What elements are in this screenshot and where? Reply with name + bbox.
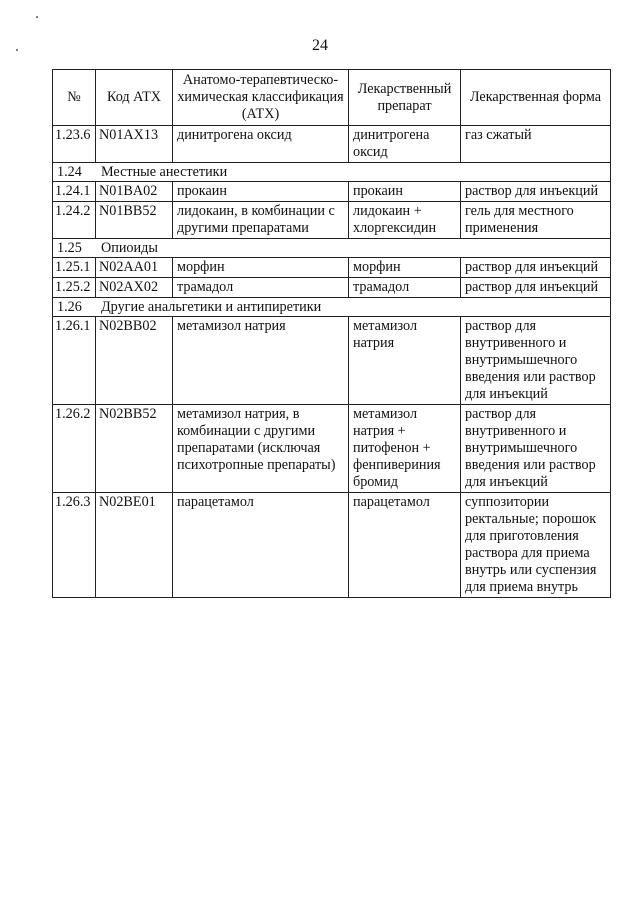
atc-code: N01AX13: [96, 126, 173, 163]
drug-name: прокаин: [349, 182, 461, 202]
row-number: 1.25.2: [53, 278, 96, 298]
atc-code: N02BE01: [96, 493, 173, 598]
atc-classification: прокаин: [173, 182, 349, 202]
group-title: Опиоиды: [101, 240, 158, 256]
atc-classification: динитрогена оксид: [173, 126, 349, 163]
atc-code: N01BA02: [96, 182, 173, 202]
table-row: [53, 278, 611, 298]
drug-name: парацетамол: [349, 493, 461, 598]
atc-code: N01BB52: [96, 202, 173, 239]
row-number: 1.25.1: [53, 258, 96, 278]
table-row: [53, 317, 611, 405]
drug-name: динитрогена оксид: [349, 126, 461, 163]
dosage-form: суппозитории ректальные; порошок для приготовления раствора для приема внутрь или суспензия для приема внутрь: [461, 493, 611, 598]
scan-speck: [36, 16, 38, 18]
table-header-row: [53, 70, 611, 126]
table-row: [53, 126, 611, 163]
drug-name: метамизол натрия + питофенон + фенпивериния бромид: [349, 405, 461, 493]
dosage-form: раствор для инъекций: [461, 182, 611, 202]
atc-code: N02AA01: [96, 258, 173, 278]
atc-classification: метамизол натрия, в комбинации с другими препаратами (исключая психотропные препараты): [173, 405, 349, 493]
header-number: №: [53, 70, 96, 126]
page-number: 24: [312, 37, 328, 54]
dosage-form: раствор для внутривенного и внутримышечного введения или раствор для инъекций: [461, 317, 611, 405]
drug-name: метамизол натрия: [349, 317, 461, 405]
group-number: 1.24: [57, 164, 82, 180]
header-dosage-form: Лекарственная форма: [461, 70, 611, 126]
row-number: 1.24.1: [53, 182, 96, 202]
group-number: 1.26: [57, 299, 82, 315]
group-row: [53, 298, 611, 317]
dosage-form: газ сжатый: [461, 126, 611, 163]
atc-classification: морфин: [173, 258, 349, 278]
dosage-form: гель для местного применения: [461, 202, 611, 239]
atc-classification: парацетамол: [173, 493, 349, 598]
drug-name: трамадол: [349, 278, 461, 298]
group-title: Другие анальгетики и антипиретики: [101, 299, 322, 315]
header-atc-classification: Анатомо-терапевтическо-химическая классификация (АТХ): [173, 70, 349, 126]
group-heading: [53, 298, 611, 317]
group-row: [53, 239, 611, 258]
row-number: 1.26.3: [53, 493, 96, 598]
row-number: 1.24.2: [53, 202, 96, 239]
atc-classification: метамизол натрия: [173, 317, 349, 405]
table-row: [53, 405, 611, 493]
header-atc-code: Код АТХ: [96, 70, 173, 126]
row-number: 1.26.1: [53, 317, 96, 405]
table-row: [53, 258, 611, 278]
header-drug: Лекарственный препарат: [349, 70, 461, 126]
group-number: 1.25: [57, 240, 82, 256]
table-row: [53, 182, 611, 202]
group-heading: [53, 239, 611, 258]
group-heading: [53, 163, 611, 182]
table-row: [53, 493, 611, 598]
atc-classification: лидокаин, в комбинации с другими препаратами: [173, 202, 349, 239]
drug-name: лидокаин + хлоргексидин: [349, 202, 461, 239]
row-number: 1.26.2: [53, 405, 96, 493]
atc-code: N02BB02: [96, 317, 173, 405]
table-row: [53, 202, 611, 239]
dosage-form: раствор для инъекций: [461, 258, 611, 278]
medicines-table: [52, 69, 611, 598]
drug-name: морфин: [349, 258, 461, 278]
dosage-form: раствор для инъекций: [461, 278, 611, 298]
dosage-form: раствор для внутривенного и внутримышечного введения или раствор для инъекций: [461, 405, 611, 493]
group-row: [53, 163, 611, 182]
row-number: 1.23.6: [53, 126, 96, 163]
group-title: Местные анестетики: [101, 164, 228, 180]
atc-code: N02AX02: [96, 278, 173, 298]
atc-classification: трамадол: [173, 278, 349, 298]
atc-code: N02BB52: [96, 405, 173, 493]
